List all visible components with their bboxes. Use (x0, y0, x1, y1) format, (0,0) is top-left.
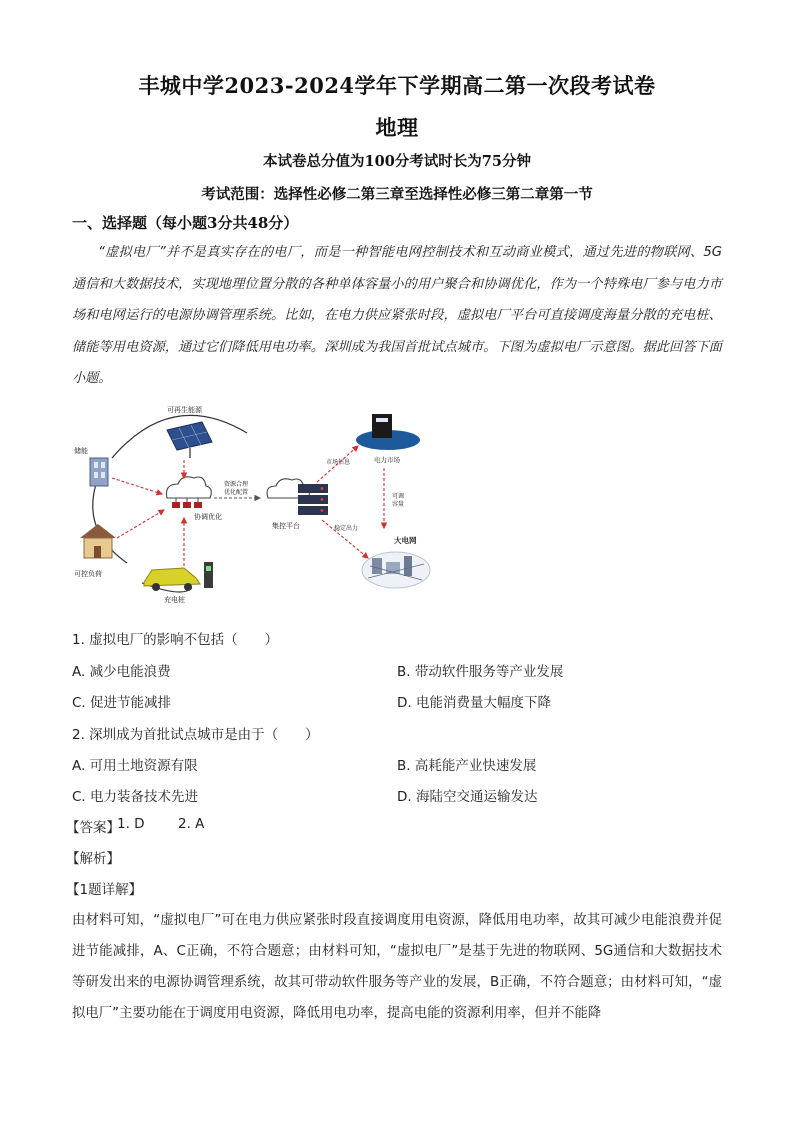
power-grid-icon (362, 552, 430, 588)
label-coordination: 协调优化 (194, 513, 222, 521)
q2-option-c: C. 电力装备技术先进 (72, 789, 199, 805)
charging-pile-icon (204, 562, 213, 588)
reading-passage: “虚拟电厂”并不是真实存在的电厂，而是一种智能电网控制技术和互动商业模式，通过先进的物联网、5G通信和大数据技术，实现地理位置分散的各种单体容量小的用户聚合和协调优化，作为一个特殊电厂参与电力市场和电网运行的电源协调管理系统。比如，在电力供应紧张时段，虚拟电厂平台可直接调度海量分散的充电桩、储能等用电资源，通过它们降低用电功率。深圳成为我国首批试点城市。下图为虚拟电厂示意图。据此回答下面小题。 (72, 245, 722, 386)
q1-option-b: B. 带动软件服务等产业发展 (397, 664, 564, 680)
label-renewable: 可再生能源 (167, 406, 202, 414)
answer-2: 2. A (178, 816, 205, 832)
q1-option-d: D. 电能消费量大幅度下降 (397, 695, 551, 711)
analysis-label: 【解析】 (66, 851, 120, 867)
label-adjustable-2: 容量 (392, 501, 405, 508)
label-market-info: 市场信息 (326, 459, 351, 466)
solar-panel-icon (167, 422, 212, 458)
house-icon (80, 524, 116, 558)
label-storage: 储能 (74, 447, 88, 455)
virtual-power-plant-diagram (72, 398, 432, 608)
exam-scope: 考试范围：选择性必修二第三章至选择性必修三第二章第一节 (201, 186, 593, 203)
question-1-stem: 1. 虚拟电厂的影响不包括（ ） (72, 632, 279, 648)
answer-label: 【答案】 (66, 820, 120, 836)
coordination-cloud-icon (166, 477, 211, 508)
label-resource-config-1: 资源合理 (224, 481, 249, 488)
detail-label: 【1题详解】 (66, 882, 143, 898)
label-controllable-load: 可控负荷 (74, 570, 102, 578)
q2-option-d: D. 海陆空交通运输发达 (397, 789, 538, 805)
section-heading: 一、选择题（每小题3分共48分） (72, 214, 299, 232)
label-platform: 集控平台 (272, 522, 300, 530)
label-resource-config-2: 优化配置 (224, 489, 249, 496)
label-power-market: 电力市场 (374, 456, 400, 464)
q2-option-a: A. 可用土地资源有限 (72, 758, 198, 774)
exam-title: 丰城中学2023-2024学年下学期高二第一次段考试卷 (138, 73, 656, 98)
q1-option-c: C. 促进节能减排 (72, 695, 172, 711)
electric-car-icon (144, 568, 200, 591)
q1-option-a: A. 减少电能浪费 (72, 664, 171, 680)
label-charging-pile: 充电桩 (164, 596, 185, 604)
label-grid: 大电网 (394, 536, 417, 545)
score-info: 本试卷总分值为100分考试时长为75分钟 (263, 153, 531, 170)
question-2-stem: 2. 深圳成为首批试点城市是由于（ ） (72, 727, 319, 743)
platform-server-icon (267, 479, 328, 515)
label-stable-output: 稳定出力 (334, 525, 359, 532)
power-market-icon (356, 414, 420, 450)
detail-explanation: 由材料可知，“虚拟电厂”可在电力供应紧张时段直接调度用电资源，降低用电功率，故其可减少电能浪费并促进节能减排，A、C正确，不符合题意；由材料可知，“虚拟电厂”是基于先进的物联网、5G通信和大数据技术等研发出来的电源协调管理系统，故其可带动软件服务等产业的发展，B正确，不符合题意；由材料可知，“虚拟电厂”主要功能在于调度用电资源，降低用电功率，提高电能的资源利用率，但并不能降 (72, 913, 722, 1021)
subject-title: 地理 (375, 115, 419, 140)
answer-1: 1. D (117, 816, 145, 832)
label-adjustable-1: 可调 (392, 493, 405, 500)
q2-option-b: B. 高耗能产业快速发展 (397, 758, 537, 774)
storage-battery-icon (90, 458, 108, 486)
